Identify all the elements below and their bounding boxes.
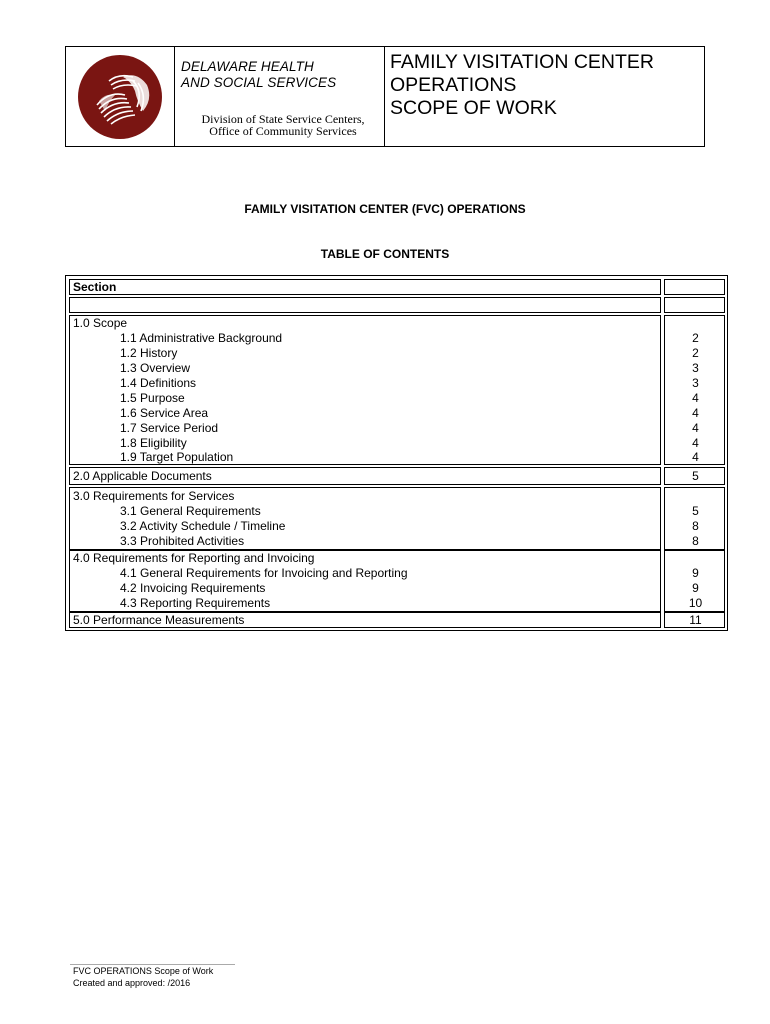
toc-page-number: 9 [692,566,699,580]
dhss-seal-icon [75,51,165,141]
toc-item: 4.3 Reporting Requirements [120,596,271,610]
toc-header-page-cell [664,279,725,295]
logo-cell [66,47,175,146]
toc-spacer-page-cell [664,297,725,313]
toc-page-number: 2 [692,346,699,360]
toc-item: 1.3 Overview [120,361,191,375]
toc-page-number: 4 [692,421,699,435]
toc-group-performance-page [664,612,725,628]
toc-spacer-cell [69,297,661,313]
toc-group-title: 4.0 Requirements for Reporting and Invoicing [73,551,315,565]
toc-group-title: 5.0 Performance Measurements [73,613,245,627]
toc-item: 1.8 Eligibility [120,436,187,450]
footer-document-name: FVC OPERATIONS Scope of Work [73,966,214,976]
footer-divider [70,964,235,965]
toc-item: 3.1 General Requirements [120,504,261,518]
toc-page-number: 3 [692,361,699,375]
toc-group-requirements-services-pages [664,487,725,550]
toc-group-reporting-invoicing [69,550,661,612]
toc-group-applicable-documents [69,467,661,485]
document-title: FAMILY VISITATION CENTER (FVC) OPERATIONS [244,202,526,216]
division-name: Division of State Service Centers, Office of Community Services [201,112,365,138]
toc-title: TABLE OF CONTENTS [320,247,450,261]
toc-page-number: 4 [692,436,699,450]
toc-page-number: 4 [692,450,699,464]
toc-header-section-cell [69,279,661,295]
toc-group-scope [69,315,661,465]
toc-item: 1.4 Definitions [120,376,197,390]
toc-group-title: 3.0 Requirements for Services [73,489,235,503]
toc-page-number: 11 [689,613,702,627]
toc-group-scope-pages [664,315,725,465]
toc-item: 3.2 Activity Schedule / Timeline [120,519,286,533]
toc-item: 4.2 Invoicing Requirements [120,581,266,595]
toc-page-number: 5 [692,504,699,518]
toc-section-header: Section [73,280,117,294]
toc-item: 1.2 History [120,346,178,360]
toc-page-number: 4 [692,406,699,420]
toc-group-reporting-invoicing-pages [664,550,725,612]
toc-page-number: 8 [692,534,699,548]
toc-item: 1.1 Administrative Background [120,331,283,345]
toc-page-number: 8 [692,519,699,533]
toc-page-number: 3 [692,376,699,390]
toc-group-requirements-services [69,487,661,550]
toc-item: 4.1 General Requirements for Invoicing and Reporting [120,566,408,580]
toc-page-number: 4 [692,391,699,405]
toc-item: 1.9 Target Population [120,450,234,464]
toc-group-performance [69,612,661,628]
toc-page-number: 2 [692,331,699,345]
toc-group-applicable-documents-page [664,467,725,485]
toc-group-title: 2.0 Applicable Documents [73,469,212,483]
document-header [65,46,705,147]
toc-page-number: 5 [692,469,699,483]
toc-item: 3.3 Prohibited Activities [120,534,245,548]
toc-page-number: 10 [688,596,703,610]
toc-table [65,275,728,631]
footer-approval: Created and approved: /2016 [73,978,191,988]
toc-item: 1.6 Service Area [120,406,209,420]
toc-group-title: 1.0 Scope [73,316,128,330]
toc-page-number: 9 [692,581,699,595]
organization-cell [174,47,385,146]
organization-name: DELAWARE HEALTH AND SOCIAL SERVICES [181,59,337,90]
toc-item: 1.7 Service Period [120,421,219,435]
toc-item: 1.5 Purpose [120,391,185,405]
header-title: FAMILY VISITATION CENTER OPERATIONS SCOPE OF WORK [390,51,655,119]
